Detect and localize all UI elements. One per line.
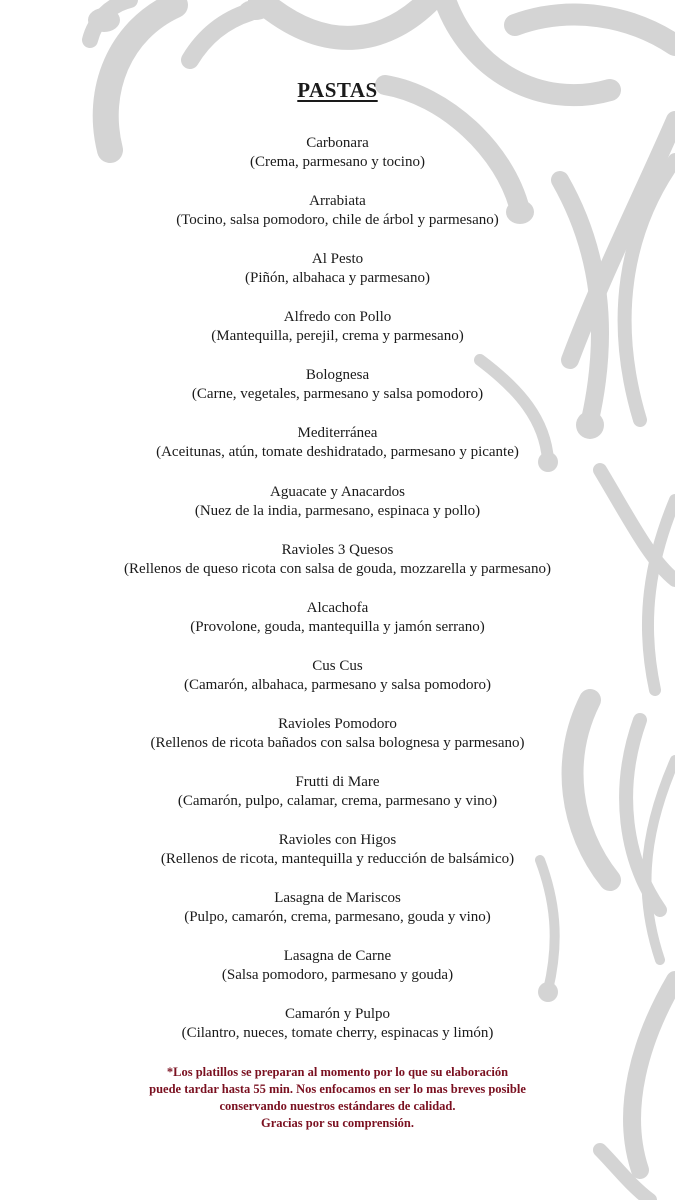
menu-item — [0, 657, 675, 715]
menu-item-name: Carbonara — [306, 135, 369, 151]
note-line: Gracias por su comprensión. — [260, 1116, 415, 1130]
menu-item-description: (Rellenos de ricota bañados con salsa bolognesa y parmesano) — [150, 734, 525, 751]
menu-item-description: (Pulpo, camarón, crema, parmesano, gouda y vino) — [184, 909, 491, 926]
menu-item-name: Bolognesa — [305, 367, 370, 384]
menu-item — [0, 889, 675, 947]
menu-item-name: Ravioles con Higos — [278, 832, 397, 849]
note-line: conservando nuestros estándares de calidad. — [219, 1099, 456, 1113]
menu-item-description: (Rellenos de ricota, mantequilla y reducción de balsámico) — [160, 851, 515, 868]
menu-item — [0, 483, 675, 541]
menu-item-name: Camarón y Pulpo — [285, 1006, 390, 1023]
menu-list — [0, 134, 675, 1064]
menu-item-name: Cus Cus — [312, 657, 363, 674]
menu-item — [0, 366, 675, 424]
menu-item-description: (Crema, parmesano y tocino) — [250, 154, 425, 170]
menu-item — [0, 541, 675, 599]
note-line: puede tardar hasta 55 min. Nos enfocamos en ser lo mas breves posible — [149, 1082, 526, 1096]
menu-item-name: Mediterránea — [297, 425, 378, 442]
menu-item-description: (Provolone, gouda, mantequilla y jamón serrano) — [190, 618, 485, 635]
menu-item — [0, 250, 675, 308]
menu-item-description: (Camarón, albahaca, parmesano y salsa pomodoro) — [184, 676, 491, 693]
note-line: *Los platillos se preparan al momento por lo que su elaboración — [166, 1065, 509, 1079]
menu-item-name: Alcachofa — [306, 599, 369, 616]
menu-item-description: (Rellenos de queso ricota con salsa de gouda, mozzarella y parmesano) — [124, 560, 551, 577]
menu-item-name: Aguacate y Anacardos — [270, 483, 405, 500]
menu-item-description: (Cilantro, nueces, tomate cherry, espinacas y limón) — [181, 1025, 494, 1042]
menu-item — [0, 715, 675, 773]
menu-item-description: (Camarón, pulpo, calamar, crema, parmesano y vino) — [177, 793, 498, 810]
menu-item — [0, 773, 675, 831]
menu-item-name: Frutti di Mare — [295, 774, 380, 791]
menu-item-name: Arrabiata — [309, 193, 366, 210]
preparation-time-note — [0, 1064, 675, 1132]
menu-item-description: (Nuez de la india, parmesano, espinaca y pollo) — [194, 502, 481, 519]
menu-item — [0, 1005, 675, 1063]
menu-item — [0, 308, 675, 366]
menu-item-name: Ravioles 3 Quesos — [281, 541, 394, 558]
menu-item — [0, 831, 675, 889]
menu-item-description: (Aceitunas, atún, tomate deshidratado, parmesano y picante) — [156, 444, 519, 461]
menu-item — [0, 599, 675, 657]
menu-item-description: (Tocino, salsa pomodoro, chile de árbol y parmesano) — [176, 212, 499, 229]
menu-item — [0, 424, 675, 482]
menu-item-description: (Salsa pomodoro, parmesano y gouda) — [221, 967, 454, 984]
menu-item-name: Ravioles Pomodoro — [278, 715, 397, 732]
menu-item-description: (Piñón, albahaca y parmesano) — [245, 270, 430, 287]
menu-item-name: Alfredo con Pollo — [283, 309, 392, 326]
menu-item-name: Al Pesto — [311, 251, 364, 268]
menu-item — [0, 192, 675, 250]
menu-item-name: Lasagna de Carne — [283, 948, 392, 965]
menu-item — [0, 134, 675, 192]
page-title: PASTAS — [297, 78, 378, 102]
menu-item — [0, 947, 675, 1005]
menu-item-description: (Carne, vegetales, parmesano y salsa pomodoro) — [191, 386, 484, 403]
menu-item-name: Lasagna de Mariscos — [274, 890, 401, 907]
menu-item-description: (Mantequilla, perejil, crema y parmesano) — [211, 328, 464, 345]
